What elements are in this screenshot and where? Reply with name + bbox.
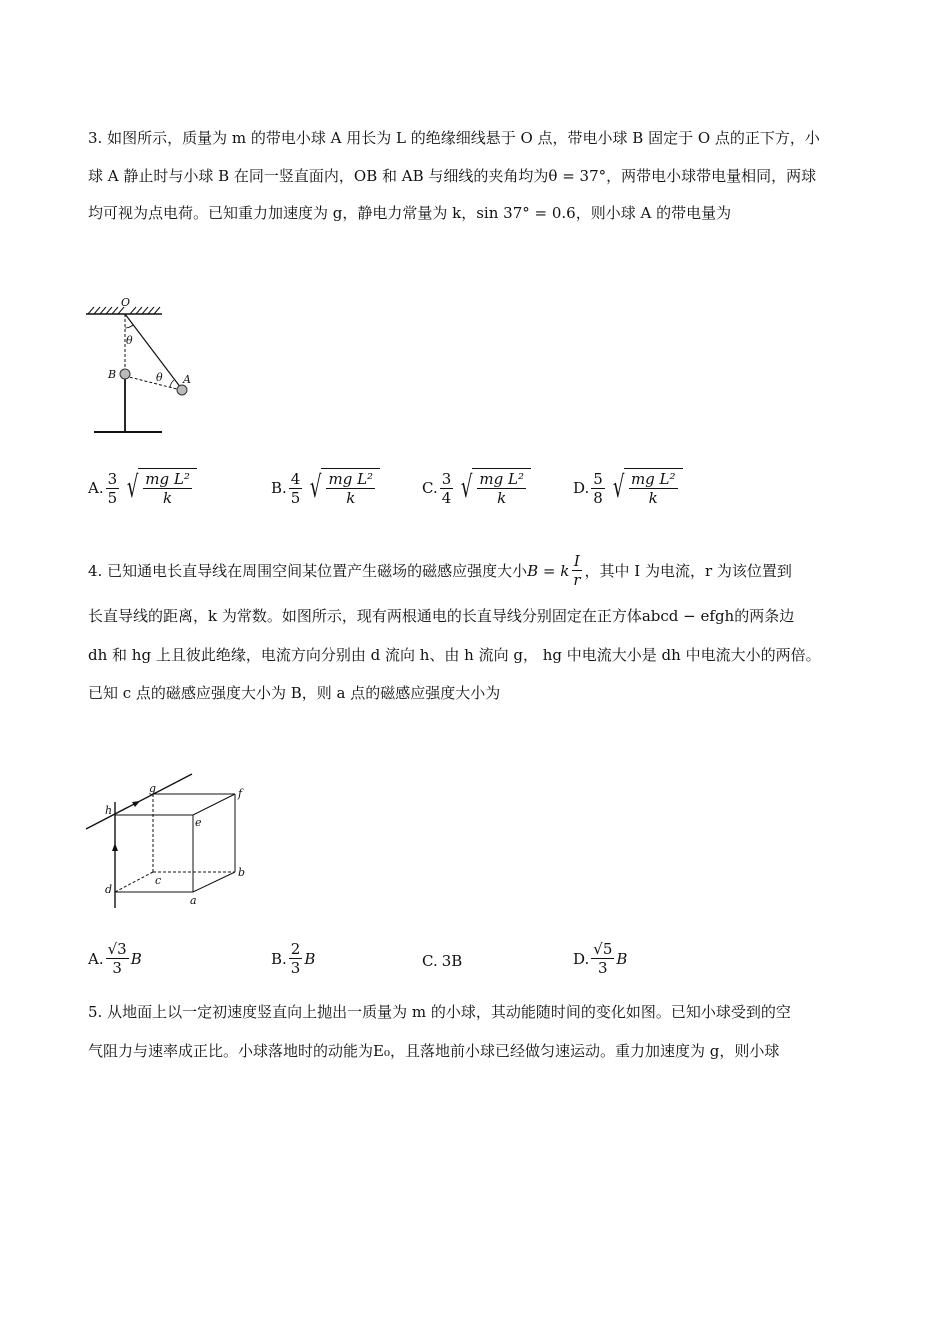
q3-pendulum-figure bbox=[80, 292, 190, 437]
theta-label-bottom: θ bbox=[156, 371, 163, 384]
coef-fraction: $\frac{3}{4}$ bbox=[441, 469, 452, 507]
coef-fraction: $\frac{2}{3}$ bbox=[290, 940, 301, 977]
option-letter: A. bbox=[88, 479, 104, 497]
option-letter: B. bbox=[271, 479, 287, 497]
option-letter: C. bbox=[422, 479, 438, 497]
vertex-a-label: a bbox=[190, 894, 197, 907]
option-letter: A. bbox=[88, 949, 104, 968]
q3-option-b[interactable] bbox=[271, 468, 380, 508]
q4-text-line2: 长直导线的距离，k 为常数。如图所示，现有两根通电的长直导线分别固定在正方体abcd − efgh的两条边 bbox=[88, 607, 795, 625]
edge-ab bbox=[193, 872, 235, 892]
q4-text-line1: 4. 已知通电长直导线在周围空间某位置产生磁场的磁感应强度大小 B = k $\frac{I}{r}$ ，其中 I 为电流，r 为该位置到 bbox=[88, 552, 792, 589]
vertex-c-label: c bbox=[155, 874, 162, 887]
angle-arc-top bbox=[125, 325, 133, 328]
vertex-f-label: f bbox=[238, 787, 243, 800]
q3-text-line3: 均可视为点电荷。已知重力加速度为 g，静电力常量为 k，sin 37° = 0.6，则小球 A 的带电量为 bbox=[88, 204, 732, 222]
point-a-label: A bbox=[183, 373, 191, 386]
q4-option-d[interactable]: D. $\frac{√5}{3}$ B bbox=[573, 940, 628, 977]
thread-line bbox=[125, 314, 181, 388]
q4-text-line4: 已知 c 点的磁感应强度大小为 B，则 a 点的磁感应强度大小为 bbox=[88, 684, 501, 702]
q3-option-d[interactable] bbox=[573, 468, 683, 508]
q5-text-line1: 5. 从地面上以一定初速度竖直向上抛出一质量为 m 的小球，其动能随时间的变化如图。已知小球受到的空 bbox=[88, 1003, 791, 1021]
edge-ef bbox=[193, 794, 235, 815]
sqrt-expression: √ $\frac{\text{mg L²}}{k}$ bbox=[609, 468, 683, 508]
option-letter: B. bbox=[271, 949, 287, 968]
ball-b bbox=[120, 369, 130, 379]
vertex-h-label: h bbox=[105, 804, 113, 817]
option-letter: C. bbox=[422, 952, 438, 970]
ball-a bbox=[177, 385, 187, 395]
formula-lhs: B = k bbox=[527, 561, 570, 580]
point-o-label: O bbox=[121, 296, 131, 309]
coef-fraction: $\frac{√5}{3}$ bbox=[593, 940, 613, 977]
edge-dc-hidden bbox=[115, 872, 153, 892]
q5-text-line2: 气阻力与速率成正比。小球落地时的动能为E₀，且落地前小球已经做匀速运动。重力加速度为 g，则小球 bbox=[88, 1042, 780, 1060]
formula-fraction: $\frac{I}{r}$ bbox=[573, 552, 581, 589]
vertex-e-label: e bbox=[195, 816, 202, 829]
q3-option-c[interactable] bbox=[422, 468, 531, 508]
q3-text-line1: 3. 如图所示，质量为 m 的带电小球 A 用长为 L 的绝缘细线悬于 O 点，带电小球 B 固定于 O 点的正下方，小 bbox=[88, 129, 820, 147]
option-letter: D. bbox=[573, 949, 590, 968]
q4-option-b[interactable]: B. $\frac{2}{3}$ B bbox=[271, 940, 316, 977]
q4-cube-figure bbox=[80, 780, 260, 915]
sqrt-expression: √ $\frac{\text{mg L²}}{k}$ bbox=[457, 468, 531, 508]
angle-arc-bottom bbox=[170, 380, 174, 387]
q4-text-line3: dh 和 hg 上且彼此绝缘，电流方向分别由 d 流向 h、由 h 流向 g， hg 中电流大小是 dh 中电流大小的两倍。 bbox=[88, 646, 821, 664]
sqrt-expression: √ $\frac{\text{mg L²}}{k}$ bbox=[123, 468, 197, 508]
q4-option-a[interactable]: A. $\frac{√3}{3}$ B bbox=[88, 940, 142, 977]
vertex-g-label: g bbox=[149, 782, 157, 795]
vertex-b-label: b bbox=[238, 866, 246, 879]
sqrt-expression: √ $\frac{\text{mg L²}}{k}$ bbox=[306, 468, 380, 508]
coef-fraction: $\frac{3}{5}$ bbox=[107, 469, 118, 507]
option-letter: D. bbox=[573, 479, 590, 497]
point-b-label: B bbox=[108, 368, 117, 381]
ab-dashed-line bbox=[125, 376, 181, 390]
q3-option-a[interactable] bbox=[88, 468, 197, 508]
wire-dh-arrow bbox=[112, 843, 118, 851]
theta-label-top: θ bbox=[126, 334, 133, 347]
q4-option-c[interactable]: C. 3B bbox=[422, 952, 463, 970]
coef-fraction: $\frac{√3}{3}$ bbox=[107, 940, 127, 977]
coef-fraction: $\frac{4}{5}$ bbox=[290, 469, 301, 507]
vertex-d-label: d bbox=[105, 883, 113, 896]
coef-fraction: $\frac{5}{8}$ bbox=[593, 469, 603, 507]
q3-text-line2: 球 A 静止时与小球 B 在同一竖直面内，OB 和 AB 与细线的夹角均为θ = 37°，两带电小球带电量相同，两球 bbox=[88, 167, 817, 185]
